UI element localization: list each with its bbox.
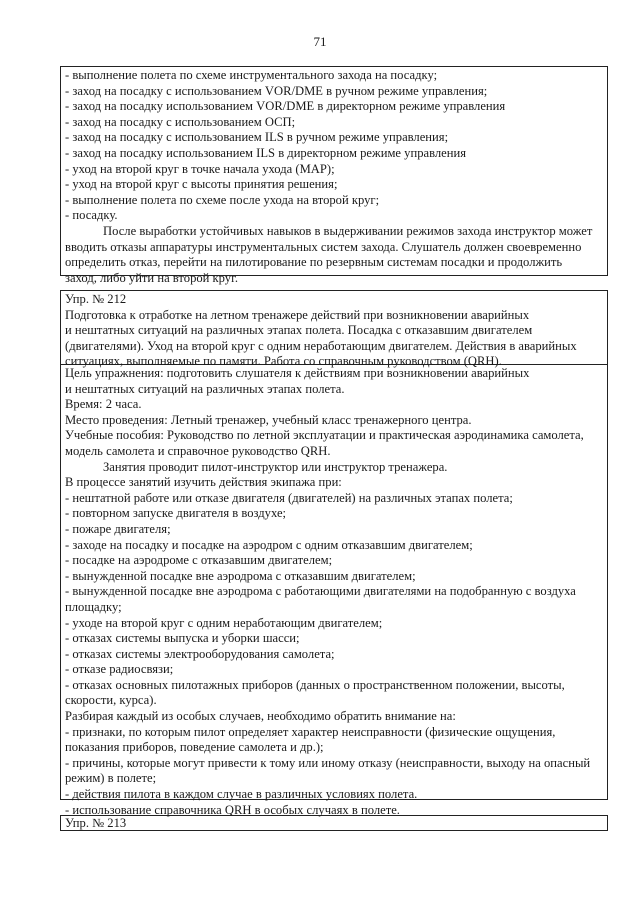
list-item: - заход на посадку с использованием ILS в ручном режиме управления; (65, 130, 449, 145)
exercise-212-body (61, 365, 607, 818)
paragraph-line: определить отказ, перейти на пилотирование по резервным системам посадки и продолжить (65, 255, 563, 270)
list-item: - использование справочника QRH в особых случаях в полете. (65, 802, 400, 817)
body-line: Время: 2 часа. (65, 397, 142, 412)
body-line: В процессе занятий изучить действия экипажа при: (65, 475, 342, 490)
list-item: - вынужденной посадке вне аэродрома с работающими двигателями на подобранную с воздуха (65, 584, 576, 599)
list-item: - отказах основных пилотажных приборов (данных о пространственном положении, высоты, (65, 677, 565, 692)
list-item: - заход на посадку с использованием VOR/DME в ручном режиме управления; (65, 83, 488, 98)
list-item: - заход на посадку использованием VOR/DME в директорном режиме управления (65, 99, 506, 114)
exercise-title-line: (двигателями). Уход на второй круг с одним неработающим двигателем. Действия в аварийных (65, 338, 577, 353)
list-item: - посадке на аэродроме с отказавшим двигателем; (65, 553, 333, 568)
list-item: - выполнение полета по схеме инструментального захода на посадку; (65, 68, 438, 82)
list-item: - уходе на второй круг с одним неработающим двигателем; (65, 615, 383, 630)
list-item: - отказах системы электрооборудования самолета; (65, 646, 335, 661)
list-item: - отказах системы выпуска и уборки шасси; (65, 631, 300, 646)
approach-procedures-box (60, 66, 608, 285)
list-item: - отказе радиосвязи; (65, 662, 174, 677)
paragraph-line: заход, либо уйти на второй круг. (65, 270, 238, 285)
exercise-title-line: и нештатных ситуаций на различных этапах полета. Посадка с отказавшим двигателем (65, 323, 533, 338)
list-item: - заход на посадку с использованием ОСП; (65, 114, 296, 129)
list-item: - посадку. (65, 208, 118, 223)
list-item: - признаки, по которым пилот определяет характер неисправности (физические ощущения, (65, 724, 556, 739)
list-item: - повторном запуске двигателя в воздухе; (65, 506, 287, 521)
exercise-212-box (60, 290, 608, 817)
exercise-number: Упр. № 212 (65, 292, 127, 306)
exercise-title-line: ситуациях, выполняемые по памяти. Работа со справочным руководством (QRH). (65, 354, 502, 369)
body-line: модель самолета и справочное руководство QRH. (65, 443, 331, 458)
body-line: Место проведения: Летный тренажер, учебный класс тренажерного центра. (65, 412, 472, 427)
list-item: - заход на посадку использованием ILS в директорном режиме управления (65, 145, 467, 160)
exercise-212-header (61, 291, 607, 369)
list-item: - уход на второй круг с высоты принятия решения; (65, 177, 338, 192)
list-item: показания приборов, поведение самолета и др.); (65, 740, 324, 755)
exercise-213-box (60, 815, 608, 831)
list-item: - причины, которые могут привести к тому или иному отказу (неисправности, выходу на опасный (65, 755, 591, 770)
list-item: - действия пилота в каждом случае в различных условиях полета. (65, 787, 418, 802)
list-item: - нештатной работе или отказе двигателя (двигателей) на различных этапах полета; (65, 490, 513, 505)
list-item: - уход на второй круг в точке начала ухода (МАР); (65, 161, 335, 176)
list-item: - заходе на посадку и посадке на аэродром с одним отказавшим двигателем; (65, 537, 473, 552)
list-item: - выполнение полета по схеме после ухода на второй круг; (65, 192, 380, 207)
list-item: скорости, курса). (65, 693, 157, 708)
body-line: Разбирая каждый из особых случаев, необходимо обратить внимание на: (65, 709, 456, 724)
body-line: и нештатных ситуаций на различных этапах полета. (65, 381, 345, 396)
paragraph-line: После выработки устойчивых навыков в выдерживании режимов захода инструктор может (103, 223, 593, 238)
body-line: Учебные пособия: Руководство по летной эксплуатации и практическая аэродинамика самолета, (65, 428, 584, 443)
body-line: Цель упражнения: подготовить слушателя к действиям при возникновении аварийных (65, 366, 530, 380)
body-line: Занятия проводит пилот-инструктор или инструктор тренажера. (103, 459, 448, 474)
list-item: - вынужденной посадке вне аэродрома с отказавшим двигателем; (65, 568, 416, 583)
list-item: - пожаре двигателя; (65, 521, 171, 536)
list-item: площадку; (65, 599, 122, 614)
paragraph-line: вводить отказы аппаратуры инструментальных систем захода. Слушатель должен своевременно (65, 239, 582, 254)
page-number: 71 (313, 34, 327, 49)
exercise-title-line: Подготовка к отработке на летном тренажере действий при возникновении аварийных (65, 307, 530, 322)
list-item: режим) в полете; (65, 771, 157, 786)
exercise-number: Упр. № 213 (65, 816, 127, 830)
